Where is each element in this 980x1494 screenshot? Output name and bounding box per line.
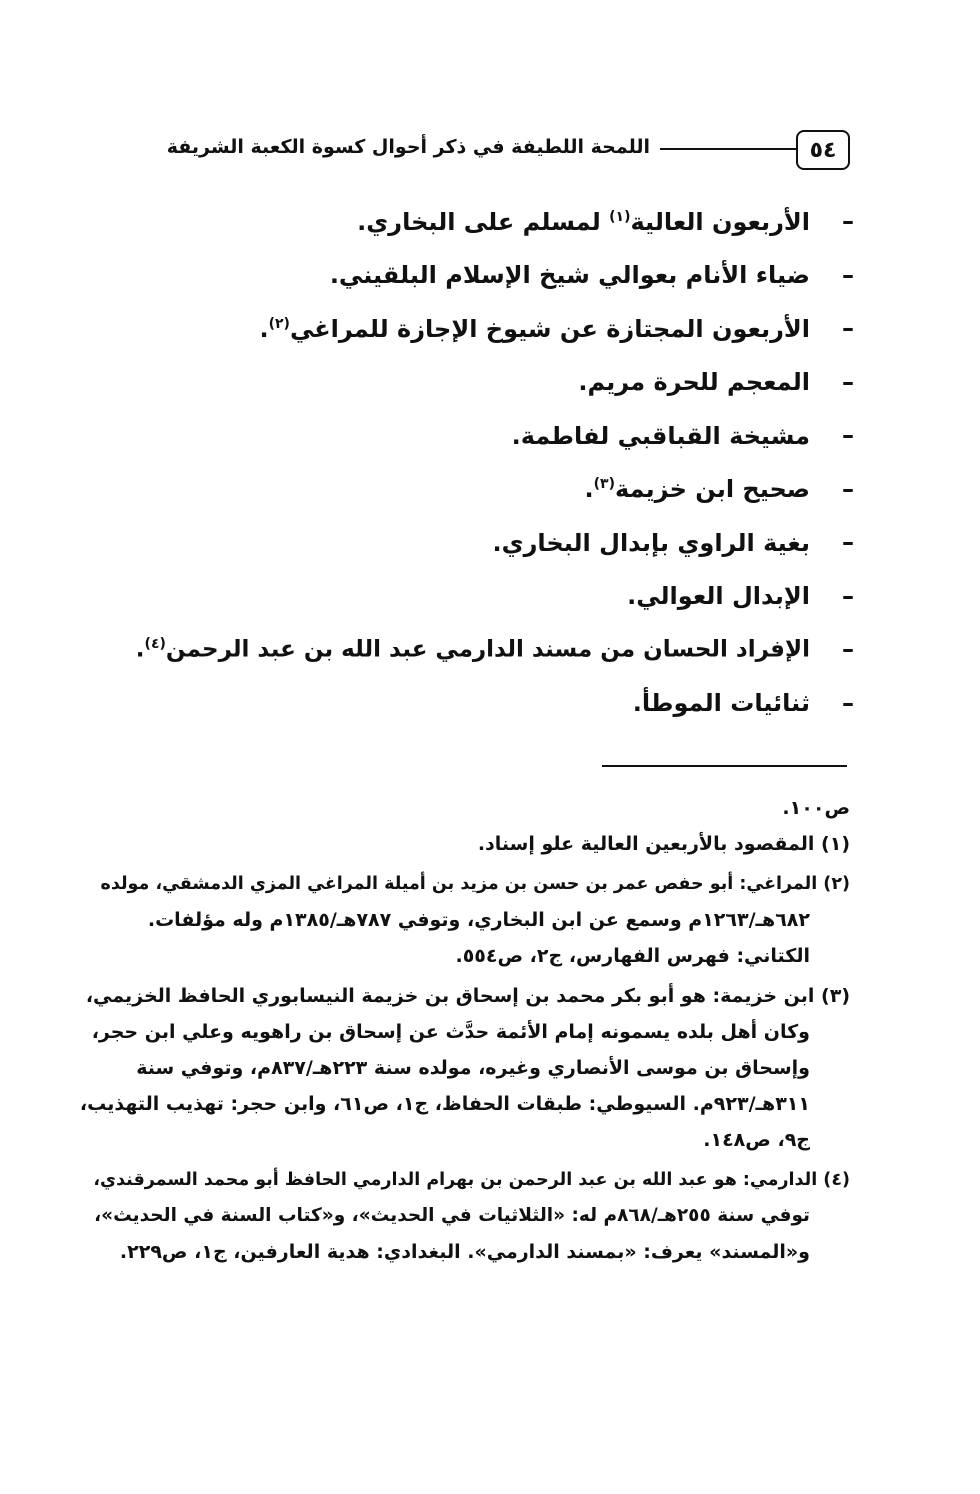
list-item	[130, 356, 854, 410]
list-item	[130, 516, 854, 570]
list-item-text: الإفراد الحسان من مسند الدارمي عبد الله بن عبد الرحمن	[165, 637, 810, 664]
footnote-ref: (١)	[609, 208, 631, 225]
footnote-ref: (٤)	[144, 636, 166, 653]
list-item-text: ضياء الأنام بعوالي شيخ الإسلام البلقيني.	[329, 261, 810, 290]
list-item	[130, 195, 854, 249]
footnote-line: توفي سنة ٢٥٥هـ/٨٦٨م له: «الثلاثيات في الحديث»، و«كتاب السنة في الحديث»،	[94, 1205, 810, 1226]
list-item-tail: .	[259, 314, 269, 343]
list-item-tail: .	[135, 637, 145, 664]
footnote-line: وكان أهل بلده يسمونه إمام الأئمة حدَّث عن إسحاق بن راهويه وعلي ابن حجر،	[91, 1021, 810, 1043]
dash-bullet: –	[842, 635, 854, 663]
footnote-1	[80, 826, 850, 862]
footnote-line: الكتاني: فهرس الفهارس، ج٢، ص٥٥٤.	[455, 945, 810, 967]
footnote-carryover: ص١٠٠.	[782, 797, 850, 819]
page-header	[60, 130, 850, 174]
footnote-line: ٣١١هـ/٩٢٣م. السيوطي: طبقات الحفاظ، ج١، ص٦١، وابن حجر: تهذيب التهذيب،	[79, 1093, 810, 1115]
footnote-4	[80, 1162, 850, 1270]
footnote-line: ٦٨٢هـ/١٢٦٣م وسمع عن ابن البخاري، وتوفي ٧٨٧هـ/١٣٨٥م وله مؤلفات.	[147, 909, 810, 931]
list-item-text: الأربعون العالية	[630, 207, 810, 236]
dash-bullet: –	[842, 528, 854, 556]
list-item	[130, 302, 854, 356]
footnote-line: (٣) ابن خزيمة: هو أبو بكر محمد بن إسحاق بن خزيمة النيسابوري الحافظ الخزيمي،	[85, 985, 850, 1007]
list-item-text: الأربعون المجتازة عن شيوخ الإجازة للمراغي	[289, 314, 810, 343]
footnote-2	[80, 866, 850, 974]
list-item-text: ثنائيات الموطأ.	[632, 689, 810, 718]
footnote-line: (١) المقصود بالأربعين العالية علو إسناد.	[477, 833, 850, 855]
header-rule	[660, 148, 796, 150]
dash-bullet: –	[842, 421, 854, 449]
list-item-text: صحيح ابن خزيمة	[614, 475, 810, 504]
footnote-3	[80, 978, 850, 1158]
footnote-ref: (٣)	[593, 476, 615, 493]
list-item	[130, 677, 854, 731]
list-item-text: مشيخة القباقبي لفاطمة.	[511, 421, 810, 450]
dash-bullet: –	[842, 688, 854, 717]
list-item	[130, 623, 854, 677]
list-item-tail: لمسلم على البخاري.	[357, 207, 610, 236]
list-item-tail: .	[584, 475, 594, 504]
footnote-line: و«المسند» يعرف: «بمسند الدارمي». البغدادي: هدية العارفين، ج١، ص٢٢٩.	[119, 1241, 810, 1263]
footnote-line: ج٩، ص١٤٨.	[703, 1129, 810, 1151]
dash-bullet: –	[842, 260, 854, 289]
list-item-text: الإبدال العوالي.	[627, 582, 810, 611]
list-item-text: المعجم للحرة مريم.	[578, 368, 810, 397]
dash-bullet: –	[842, 314, 854, 342]
dash-bullet: –	[842, 474, 854, 503]
dash-bullet: –	[842, 207, 854, 235]
list-item	[130, 570, 854, 624]
page-number: ٥٤	[796, 130, 850, 170]
list-item	[130, 409, 854, 463]
book-list	[130, 195, 854, 730]
footnote-separator	[602, 765, 847, 767]
running-title: اللمحة اللطيفة في ذكر أحوال كسوة الكعبة الشريفة	[166, 136, 650, 158]
footnote-line: وإسحاق بن موسى الأنصاري وغيره، مولده سنة ٢٢٣هـ/٨٣٧م، وتوفي سنة	[136, 1057, 810, 1079]
list-item	[130, 249, 854, 303]
footnote-line: (٤) الدارمي: هو عبد الله بن عبد الرحمن بن بهرام الدارمي الحافظ أبو محمد السمرقندي،	[93, 1170, 850, 1190]
footnotes	[80, 790, 850, 1274]
dash-bullet: –	[842, 367, 854, 396]
list-item-text: بغية الراوي بإبدال البخاري.	[492, 528, 810, 557]
footnote-line: (٢) المراغي: أبو حفص عمر بن حسن بن مزيد بن أميلة المراغي المزي الدمشقي، مولده	[100, 874, 850, 894]
list-item	[130, 463, 854, 517]
dash-bullet: –	[842, 581, 854, 610]
footnote-ref: (٢)	[268, 315, 290, 332]
